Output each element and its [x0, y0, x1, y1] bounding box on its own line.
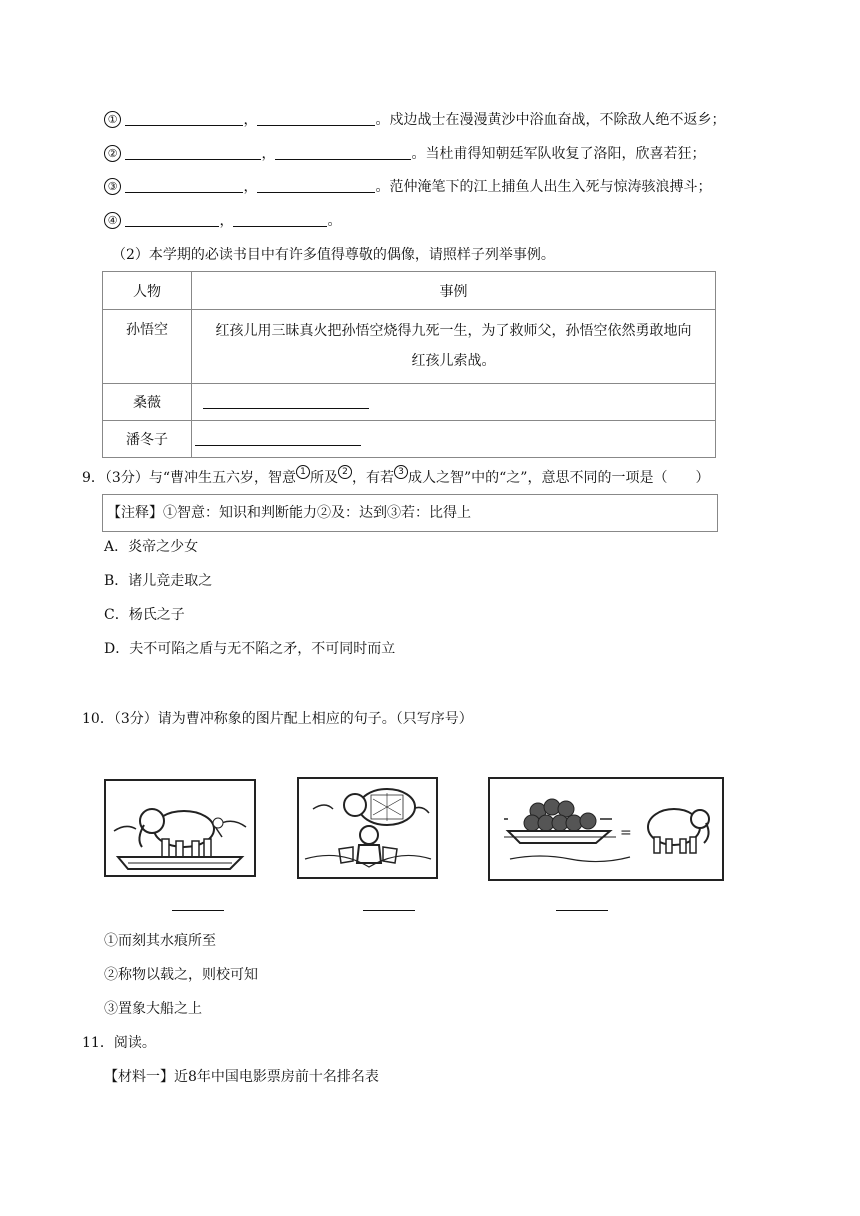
table-header-example: 事例	[192, 272, 716, 310]
answer-blank[interactable]	[125, 178, 243, 193]
comma: ，	[243, 112, 258, 128]
sentence-choice-3: ③置象大船之上	[104, 1001, 202, 1017]
table-cell-example	[192, 310, 716, 384]
sentence-choice-2: ②称物以载之，则校可知	[104, 967, 258, 983]
picture-boy-with-elephant	[297, 777, 438, 879]
option-letter: D．	[104, 641, 130, 657]
picture-3-answer-blank[interactable]	[556, 896, 608, 911]
boy-elephant-illustration	[299, 779, 436, 877]
answer-blank[interactable]	[257, 178, 375, 193]
table-cell-answer	[192, 384, 716, 421]
q8-part2-instruction: （2）本学期的必读书目中有许多值得尊敬的偶像，请照样子列举事例。	[112, 247, 555, 263]
picture-elephant-on-boat	[104, 779, 256, 877]
comma: ，	[261, 146, 276, 162]
line-text: 。当杜甫得知朝廷军队收复了洛阳，欣喜若狂；	[411, 146, 706, 162]
circle-number: ②	[104, 145, 121, 162]
circle-number: ④	[104, 212, 121, 229]
annotation-box	[102, 494, 718, 532]
q9-stem	[82, 465, 709, 488]
q10-stem: 10．（3分）请为曹冲称象的图片配上相应的句子。（只写序号）	[82, 711, 473, 727]
note-marker: 2	[338, 465, 352, 479]
picture-stones-equal-elephant	[488, 777, 724, 881]
option-d[interactable]	[104, 639, 395, 659]
option-text: 诸儿竞走取之	[128, 573, 213, 589]
answer-blank[interactable]	[233, 212, 327, 227]
q11-stem: 11．阅读。	[82, 1035, 156, 1051]
option-a[interactable]	[104, 537, 198, 557]
example-text-line: 红孩儿索战。	[411, 352, 496, 369]
picture-1-answer-blank[interactable]	[172, 896, 224, 911]
option-text: 炎帝之少女	[128, 539, 199, 555]
option-b[interactable]	[104, 571, 212, 591]
table-cell-name: 潘冬子	[103, 421, 192, 458]
table-cell-name: 桑薇	[103, 384, 192, 421]
fill-line-3	[104, 177, 711, 197]
option-letter: B．	[104, 573, 129, 589]
answer-blank[interactable]	[125, 111, 243, 126]
answer-blank[interactable]	[203, 394, 369, 409]
note-marker: 3	[394, 465, 408, 479]
elephant-boat-illustration	[106, 781, 254, 875]
answer-blank[interactable]	[195, 431, 361, 446]
note-marker: 1	[296, 465, 310, 479]
stem-text: 成人之智”中的“之”，意思不同的一项是（ ）	[407, 470, 710, 486]
answer-blank[interactable]	[125, 212, 219, 227]
fill-line-1	[104, 110, 725, 130]
comma: ，	[219, 213, 234, 229]
option-text: 杨氏之子	[128, 607, 185, 623]
line-text: 。	[327, 213, 342, 229]
option-text: 夫不可陷之盾与无不陷之矛，不可同时而立	[129, 641, 396, 657]
picture-2-answer-blank[interactable]	[363, 896, 415, 911]
option-c[interactable]	[104, 605, 185, 625]
table-cell-answer	[192, 421, 716, 458]
answer-blank[interactable]	[125, 145, 261, 160]
option-letter: C．	[104, 607, 129, 623]
fill-line-4	[104, 211, 341, 231]
circle-number: ①	[104, 111, 121, 128]
line-text: 。戍边战士在漫漫黄沙中浴血奋战，不除敌人绝不返乡；	[375, 112, 726, 128]
fill-line-2	[104, 144, 705, 164]
material-one-title: 【材料一】近8年中国电影票房前十名排名表	[104, 1069, 379, 1085]
answer-blank[interactable]	[257, 111, 375, 126]
stones-boat-elephant-illustration	[490, 779, 722, 879]
sentence-choice-1: ①而刻其水痕所至	[104, 933, 216, 949]
stem-text: 所及	[309, 470, 338, 486]
annotation-text: 【注释】①智意：知识和判断能力②及：达到③若：比得上	[107, 505, 471, 521]
idol-example-table	[102, 271, 716, 458]
stem-text: 9．（3分）与“曹冲生五六岁，智意	[82, 470, 296, 486]
stem-text: ，有若	[351, 470, 394, 486]
table-cell-name: 孙悟空	[103, 310, 192, 384]
example-text-line: 红孩儿用三昧真火把孙悟空烧得九死一生，为了救师父，孙悟空依然勇敢地向	[215, 322, 692, 339]
line-text: 。范仲淹笔下的江上捕鱼人出生入死与惊涛骇浪搏斗；	[375, 179, 712, 195]
circle-number: ③	[104, 178, 121, 195]
svg-text:=: =	[620, 825, 632, 841]
comma: ，	[243, 179, 258, 195]
answer-blank[interactable]	[275, 145, 411, 160]
table-header-person: 人物	[103, 272, 192, 310]
option-letter: A．	[104, 539, 129, 555]
